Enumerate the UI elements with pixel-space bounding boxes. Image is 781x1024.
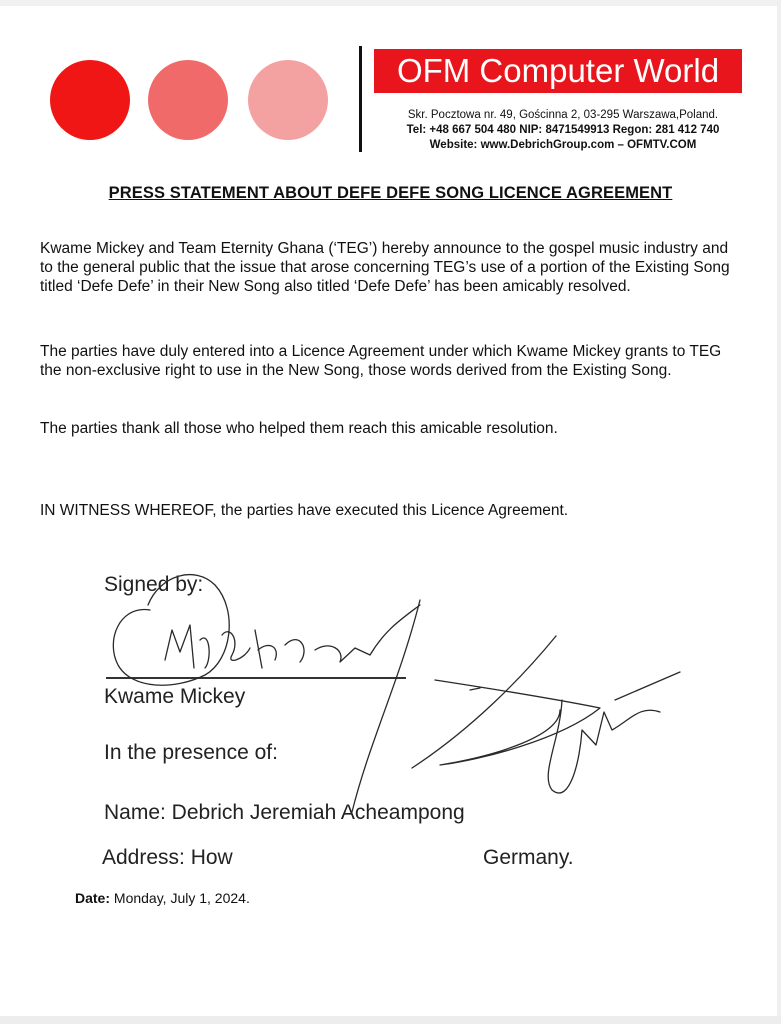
document-heading: PRESS STATEMENT ABOUT DEFE DEFE SONG LICENCE AGREEMENT — [108, 184, 673, 202]
company-website: Website: www.DebrichGroup.com – OFMTV.COM — [429, 139, 697, 151]
witness-clause: IN WITNESS WHEREOF, the parties have executed this Licence Agreement. — [40, 502, 569, 519]
paragraph-licence: The parties have duly entered into a Licence Agreement under which Kwame Mickey grants to TEG the non-exclusive right to use in the New Song, those words derived from the Existing Song. — [40, 343, 722, 379]
document-date — [75, 890, 250, 906]
company-contact: Tel: +48 667 504 480 NIP: 8471549913 Regon: 281 412 740 — [406, 124, 720, 136]
paragraph-thanks: The parties thank all those who helped them reach this amicable resolution. — [40, 420, 558, 437]
signature-acheampong — [412, 636, 680, 793]
company-address: Skr. Pocztowa nr. 49, Gościnna 2, 03-295 Warszawa,Poland. — [407, 109, 719, 121]
date-label: Date: — [75, 890, 111, 906]
witness-address: Address: How — [102, 846, 233, 869]
presence-label: In the presence of: — [104, 741, 278, 764]
brand-name: OFM Computer World — [374, 49, 742, 93]
signatory-name: Kwame Mickey — [104, 685, 246, 708]
signature-mickey-tail — [352, 600, 420, 812]
signature-mickey-text — [165, 605, 420, 668]
signature-mickey — [113, 575, 229, 686]
date-value: Monday, July 1, 2024. — [113, 890, 250, 906]
paragraph-announcement: Kwame Mickey and Team Eternity Ghana (‘TEG’) hereby announce to the gospel music industry and to the general public that the issue that arose concerning TEG’s use of a portion of the Existing Song titled ‘Defe Defe’ in their New Song also titled ‘Defe Defe’ has been amicably resolved. — [40, 240, 730, 295]
witness-address-country: Germany. — [483, 846, 574, 869]
signed-by-label: Signed by: — [104, 573, 204, 596]
witness-name: Name: Debrich Jeremiah Acheampong — [104, 801, 465, 824]
